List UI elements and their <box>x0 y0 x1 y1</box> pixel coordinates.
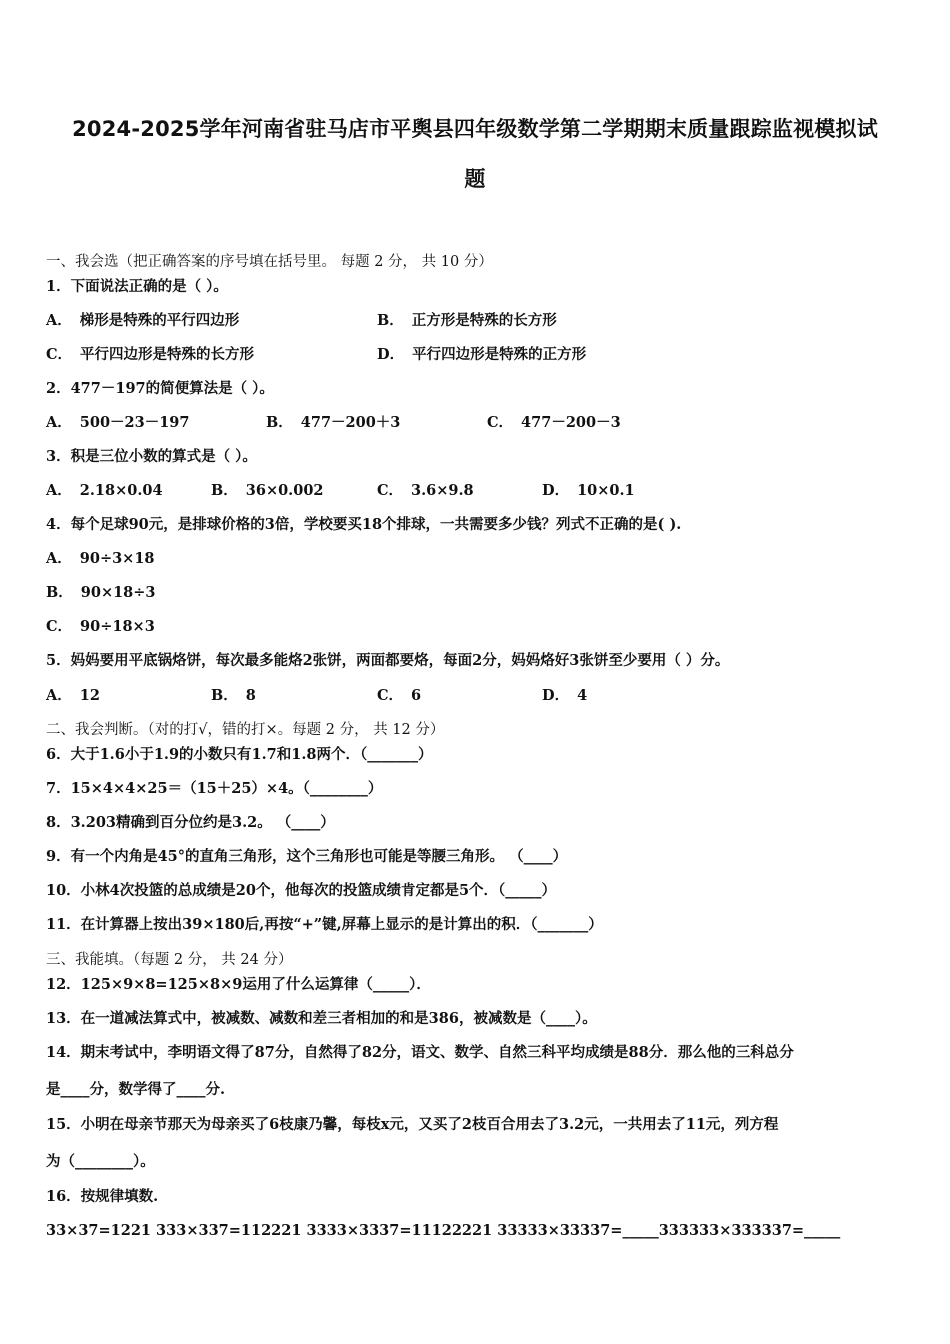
option-text: 90÷18×3 <box>80 618 155 635</box>
option-text: 36×0.002 <box>245 482 324 499</box>
q4-option-a <box>46 549 155 569</box>
question-15: 15．小明在母亲节那天为母亲买了6枝康乃馨，每枝x元，又买了2枝百合用去了3.2元，一共用去了11元，列方程 <box>46 1116 779 1133</box>
page-title-continued: 题 <box>464 167 486 191</box>
option-label: C． <box>46 346 73 363</box>
q1-option-d <box>377 345 586 365</box>
option-label: C． <box>487 414 514 431</box>
option-label: B． <box>211 687 238 704</box>
question-16-pattern: 33×37=1221 333×337=112221 3333×3337=11122221 33333×33337=_____333333×333337=_____ <box>46 1222 841 1239</box>
question-6: 6．大于1.6小于1.9的小数只有1.7和1.8两个．（_______） <box>46 746 433 763</box>
option-text: 3.6×9.8 <box>411 482 474 499</box>
option-label: D． <box>542 482 570 499</box>
option-text: 正方形是特殊的长方形 <box>411 312 557 329</box>
q5-option-d <box>542 686 587 706</box>
question-1: 1．下面说法正确的是（ ）。 <box>46 278 228 295</box>
option-text: 477－200＋3 <box>300 414 401 431</box>
q5-option-c <box>377 686 421 706</box>
option-text: 平行四边形是特殊的正方形 <box>412 346 587 363</box>
option-label: C． <box>377 482 404 499</box>
q1-option-b <box>377 311 557 331</box>
q2-option-a <box>46 413 189 433</box>
section-1-heading: 一、我会选（把正确答案的序号填在括号里。 每题 2 分， 共 10 分） <box>46 254 493 270</box>
q5-option-a <box>46 686 100 706</box>
option-label: B． <box>46 584 73 601</box>
option-text: 90÷3×18 <box>79 550 155 567</box>
question-5: 5．妈妈要用平底锅烙饼，每次最多能烙2张饼，两面都要烙，每面2分，妈妈烙好3张饼至少要用（ ）分。 <box>46 652 730 669</box>
question-11: 11．在计算器上按出39×180后,再按“+”键,屏幕上显示的是计算出的积．（_______） <box>46 916 603 933</box>
option-text: 90×18÷3 <box>80 584 156 601</box>
question-10: 10．小林4次投篮的总成绩是20个，他每次的投篮成绩肯定都是5个．（_____） <box>46 882 557 899</box>
option-label: A． <box>46 687 72 704</box>
question-7: 7．15×4×4×25＝（15＋25）×4。（________） <box>46 780 383 797</box>
q1-option-a <box>46 311 239 331</box>
q5-option-b <box>211 686 256 706</box>
question-4: 4．每个足球90元，是排球价格的3倍，学校要买18个排球，一共需要多少钱？列式不正确的是( ). <box>46 516 682 533</box>
question-12: 12．125×9×8=125×8×9运用了什么运算律（_____）． <box>46 976 431 993</box>
option-label: C． <box>377 687 404 704</box>
option-label: A． <box>46 482 72 499</box>
option-text: 平行四边形是特殊的长方形 <box>80 346 255 363</box>
option-label: A． <box>46 550 72 567</box>
q2-option-b <box>266 413 400 433</box>
question-14: 14．期末考试中，李明语文得了87分，自然得了82分，语文、数学、自然三科平均成绩是88分．那么他的三科总分 <box>46 1044 794 1061</box>
question-15-continued: 为（________）。 <box>46 1153 155 1170</box>
question-3: 3．积是三位小数的算式是（ ）。 <box>46 448 257 465</box>
option-label: C． <box>46 618 73 635</box>
option-label: D． <box>542 687 570 704</box>
option-label: A． <box>46 312 72 329</box>
q2-option-c <box>487 413 621 433</box>
q3-option-a <box>46 481 163 501</box>
option-label: B． <box>211 482 238 499</box>
q4-option-b <box>46 583 156 603</box>
q3-option-d <box>542 481 635 501</box>
option-text: 6 <box>411 687 422 704</box>
q4-option-c <box>46 617 155 637</box>
option-text: 477－200－3 <box>521 414 621 431</box>
question-9: 9．有一个内角是45°的直角三角形，这个三角形也可能是等腰三角形。 （____） <box>46 848 568 865</box>
question-13: 13．在一道减法算式中，被减数、减数和差三者相加的和是386，被减数是（____）。 <box>46 1010 597 1027</box>
option-text: 梯形是特殊的平行四边形 <box>79 312 240 329</box>
question-2: 2．477－197的简便算法是（ ）。 <box>46 380 274 397</box>
q3-option-b <box>211 481 324 501</box>
question-16: 16．按规律填数. <box>46 1188 159 1205</box>
option-text: 8 <box>245 687 256 704</box>
page-title: 2024-2025学年河南省驻马店市平舆县四年级数学第二学期期末质量跟踪监视模拟试 <box>72 117 878 141</box>
option-text: 12 <box>79 687 100 704</box>
option-text: 2.18×0.04 <box>79 482 163 499</box>
section-2-heading: 二、我会判断。（对的打√，错的打×。每题 2 分， 共 12 分） <box>46 722 445 738</box>
option-label: D． <box>377 346 405 363</box>
option-label: B． <box>377 312 404 329</box>
question-8: 8．3.203精确到百分位约是3.2。 （____） <box>46 814 335 831</box>
option-label: A． <box>46 414 72 431</box>
option-text: 500－23－197 <box>79 414 190 431</box>
q1-option-c <box>46 345 254 365</box>
question-14-continued: 是____分，数学得了____分. <box>46 1081 226 1098</box>
q3-option-c <box>377 481 474 501</box>
option-text: 10×0.1 <box>577 482 635 499</box>
section-3-heading: 三、我能填。（每题 2 分， 共 24 分） <box>46 952 293 968</box>
option-label: B． <box>266 414 293 431</box>
option-text: 4 <box>577 687 588 704</box>
